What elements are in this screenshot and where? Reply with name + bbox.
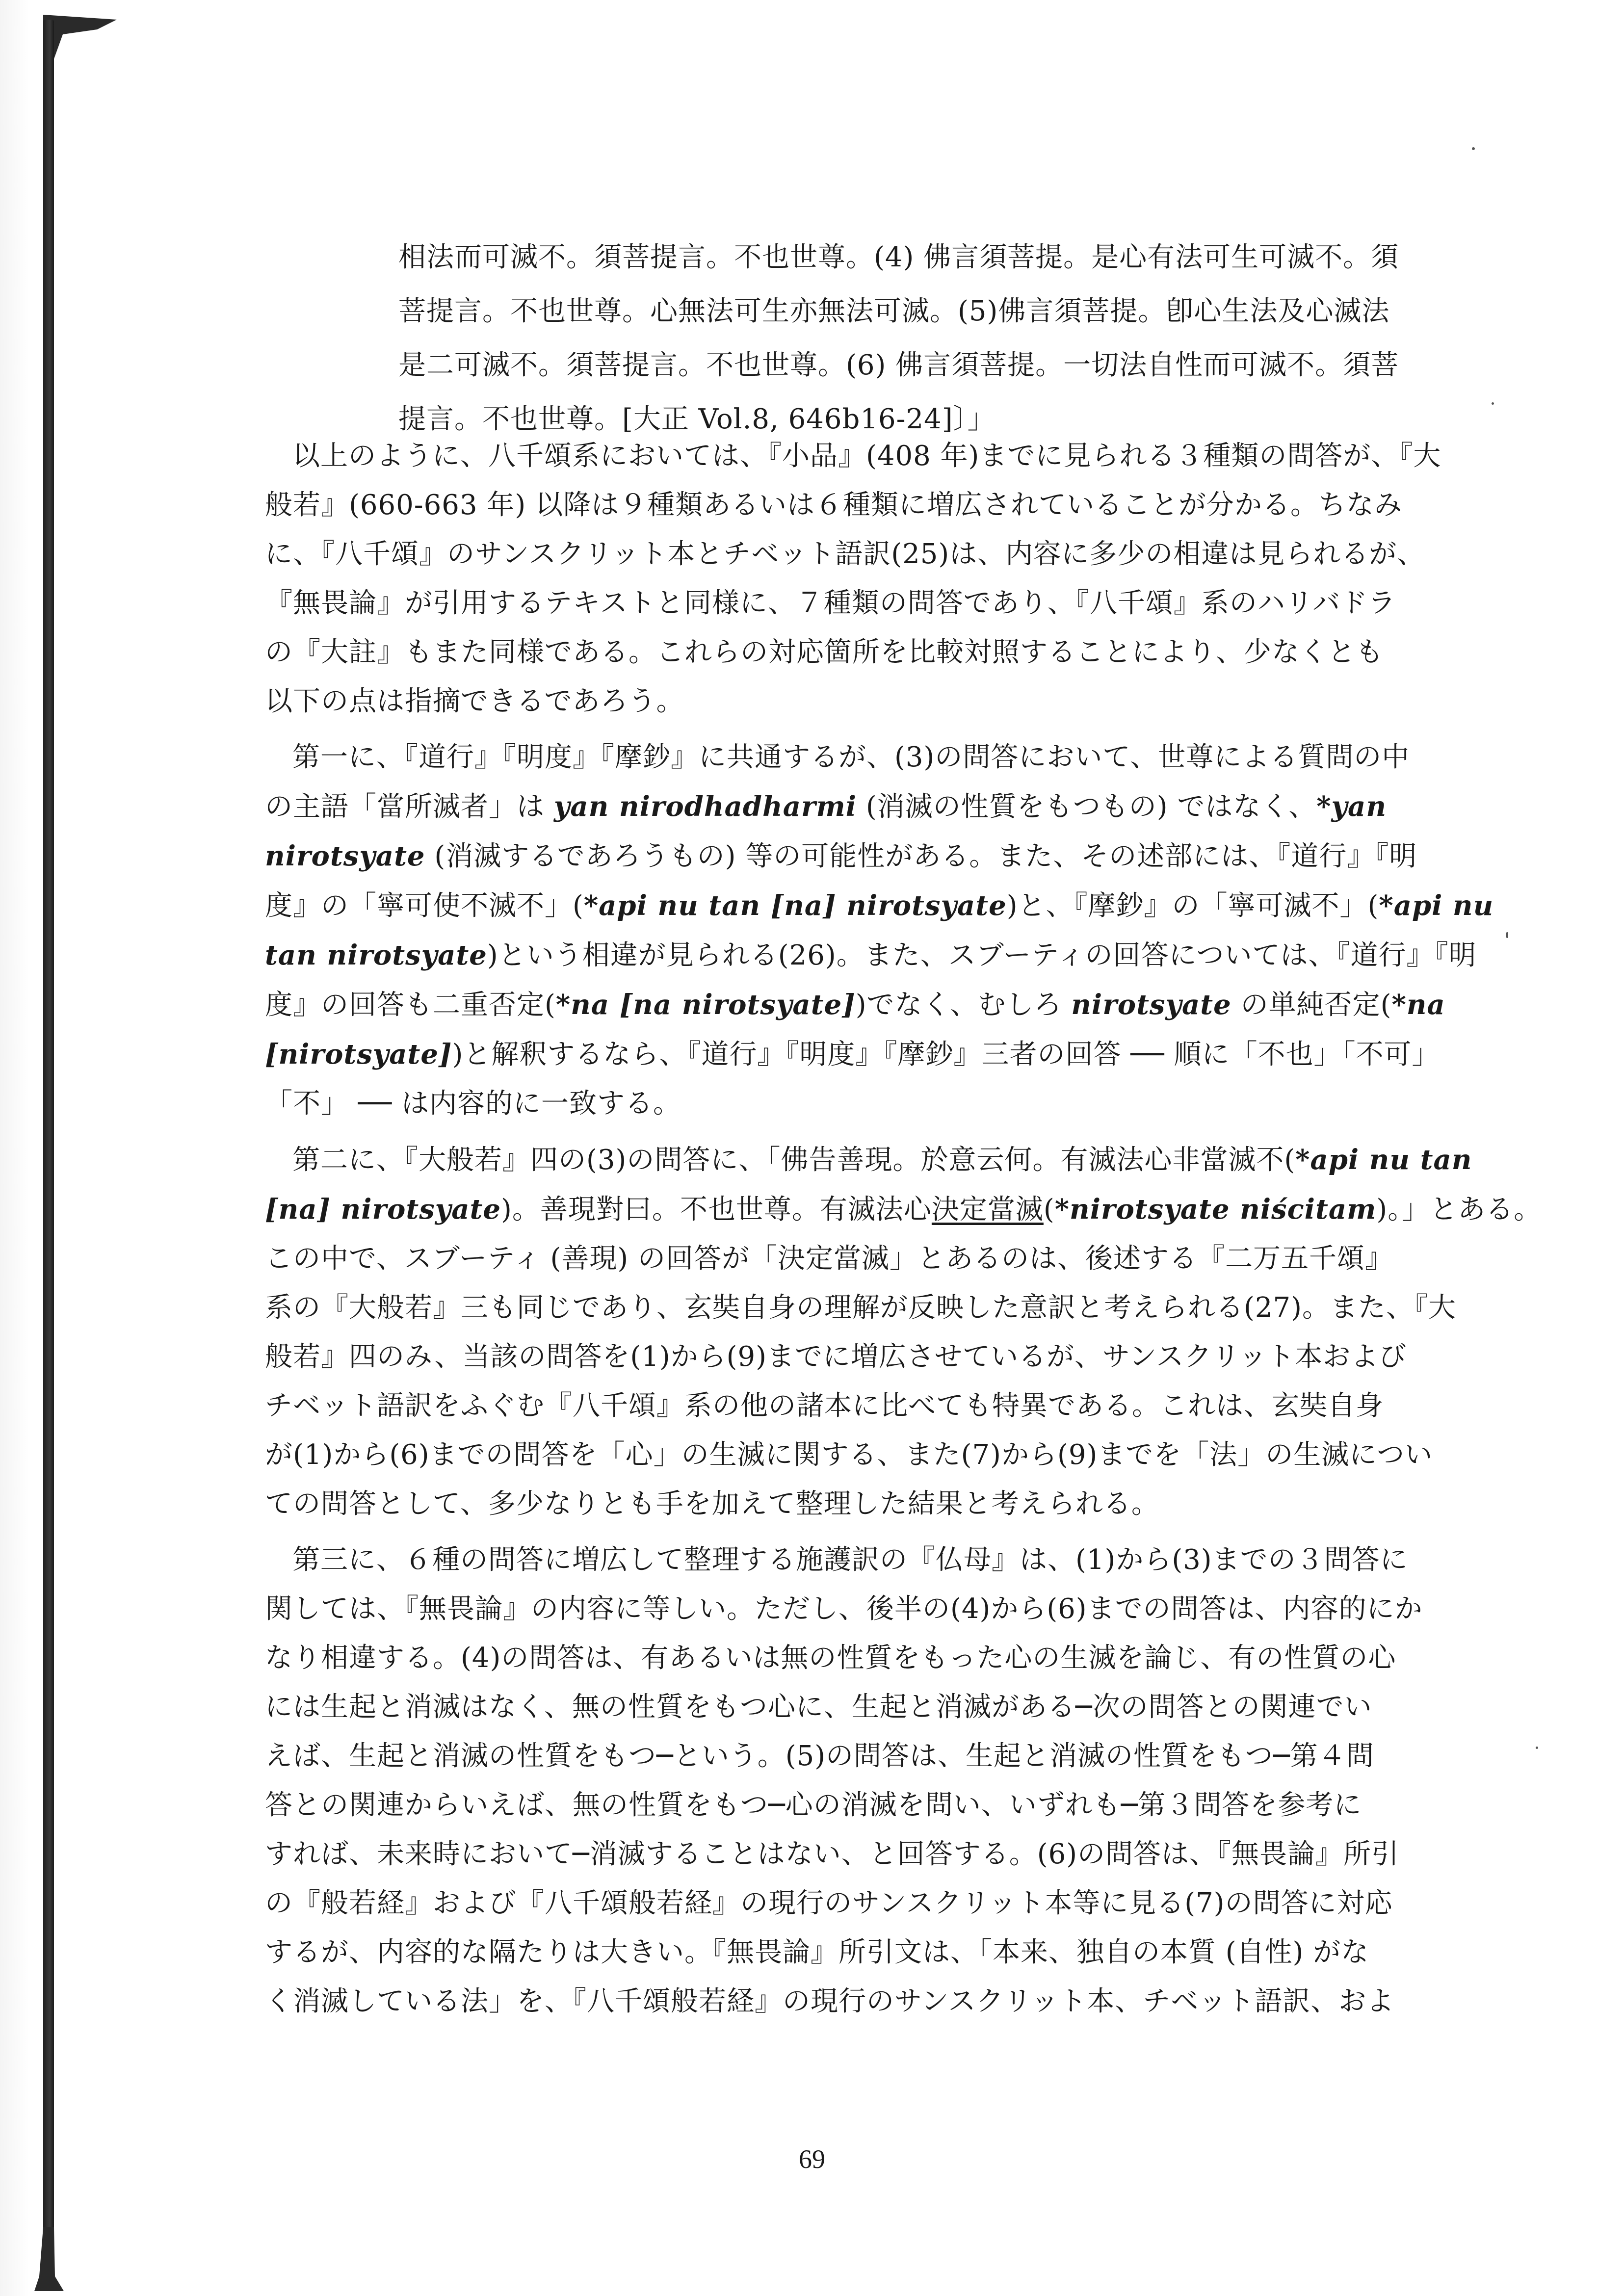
paragraph-line: なり相違する。(4)の問答は、有あるいは無の性質をもった心の生滅を論じ、有の性質の心: [265, 1642, 1396, 1674]
paragraph-line: 以下の点は指摘できるであろう。: [265, 685, 684, 717]
paragraph-line: すれば、未来時において─消滅することはない、と回答する。(6)の問答は、『無畏論』所引: [265, 1838, 1400, 1870]
paragraph-line: [nirotsyate])と解釈するなら、『道行』『明度』『摩鈔』三者の回答 ── 順に「不也」「不可」: [265, 1038, 1440, 1070]
sanskrit-term: *yan: [1316, 790, 1387, 823]
paragraph: [265, 432, 1441, 726]
paragraph: [265, 1536, 1423, 2026]
sanskrit-term: [na] nirotsyate: [265, 1193, 501, 1226]
paragraph-line: 般若』四のみ、当該の問答を(1)から(9)までに増広させているが、サンスクリット本および: [265, 1341, 1407, 1373]
paragraph-line: この中で、スブーティ (善現) の回答が「決定當滅」とあるのは、後述する『二万五千頌』: [265, 1243, 1393, 1275]
paragraph-line: 度』の回答も二重否定(*na [na nirotsyate])でなく、むしろ nirotsyate の単純否定(*na: [265, 989, 1445, 1021]
quote-line: 是二可滅不。須菩提言。不也世尊。(6) 佛言須菩提。一切法自性而可滅不。須菩: [398, 349, 1399, 381]
paragraph-line: えば、生起と消滅の性質をもつ─という。(5)の問答は、生起と消滅の性質をもつ─第４問: [265, 1740, 1374, 1772]
binding-foot-mark: [34, 2227, 64, 2291]
paragraph-line: 般若』(660-663 年) 以降は９種類あるいは６種類に増広されていることが分かる。ちなみ: [265, 489, 1402, 521]
paragraph-line: 関しては、『無畏論』の内容に等しい。ただし、後半の(4)から(6)までの問答は、内容的にか: [265, 1593, 1423, 1625]
underlined-term: 決定當滅: [931, 1194, 1044, 1226]
paragraph-line: 度』の「寧可使不滅不」(*api nu tan [na] nirotsyate)と、『摩鈔』の「寧可滅不」(*api nu: [265, 889, 1494, 922]
paragraph-line: チベット語訳をふぐむ『八千頌』系の他の諸本に比べても特異である。これは、玄奘自身: [265, 1390, 1384, 1422]
binding-clip-mark: [43, 15, 117, 59]
paragraph: [265, 1135, 1542, 1529]
paragraph-line: 『無畏論』が引用するテキストと同様に、７種類の問答であり、『八千頌』系のハリバドラ: [265, 587, 1396, 619]
sanskrit-term: nirotsyate: [265, 840, 425, 872]
quote-line: 相法而可滅不。須菩提言。不也世尊。(4) 佛言須菩提。是心有法可生可滅不。須: [398, 241, 1399, 273]
paragraph-line: 第一に、『道行』『明度』『摩鈔』に共通するが、(3)の問答において、世尊による質問の中: [292, 741, 1410, 773]
paragraph-line: が(1)から(6)までの問答を「心」の生滅に関する、また(7)から(9)までを「法」の生滅につい: [265, 1439, 1433, 1471]
paragraph-line: 「不」 ── は内容的に一致する。: [265, 1088, 681, 1120]
sanskrit-term: *api nu: [1379, 889, 1494, 922]
paragraph-line: 第二に、『大般若』四の(3)の問答に、「佛告善現。於意云何。有滅法心非當滅不(*api nu tan: [292, 1144, 1472, 1176]
sanskrit-term: *na: [1391, 989, 1445, 1021]
scan-speck: [1472, 147, 1475, 150]
paragraph-line: [na] nirotsyate)。善現對曰。不也世尊。有滅法心決定當滅(*nirotsyate niścitam)。」とある。: [265, 1193, 1542, 1226]
scan-speck: [1536, 1747, 1538, 1749]
binding-shadow: [0, 0, 47, 2296]
paragraph-line: 答との関連からいえば、無の性質をもつ─心の消滅を問い、いずれも─第３問答を参考に: [265, 1789, 1362, 1821]
paragraph-line: く消滅している法」を、『八千頌般若経』の現行のサンスクリット本、チベット語訳、およ: [265, 1985, 1395, 2017]
scan-speck: [1506, 932, 1508, 938]
paragraph-line: 以上のように、八千頌系においては、『小品』(408 年)までに見られる３種類の問答が、『大: [292, 440, 1441, 472]
paragraph-line: には生起と消滅はなく、無の性質をもつ心に、生起と消滅がある─次の問答との関連でい: [265, 1691, 1372, 1723]
sanskrit-term: yan nirodhadharmi: [553, 790, 857, 823]
sanskrit-term: *api nu tan: [1295, 1144, 1472, 1176]
paragraph-line: の主語「當所滅者」は yan nirodhadharmi (消滅の性質をもつもの) ではなく、*yan: [265, 790, 1387, 823]
binding-edge-line: [43, 20, 54, 2237]
sanskrit-term: *api nu tan [na] nirotsyate: [583, 889, 1007, 922]
body-text: [265, 432, 1542, 2033]
paragraph: [265, 733, 1494, 1128]
paragraph-line: 第三に、６種の問答に増広して整理する施護訳の『仏母』は、(1)から(3)までの３問答に: [292, 1544, 1408, 1576]
paragraph-line: の『大註』もまた同様である。これらの対応箇所を比較対照することにより、少なくとも: [265, 636, 1384, 668]
paragraph-line: の『般若経』および『八千頌般若経』の現行のサンスクリット本等に見る(7)の問答に対応: [265, 1887, 1393, 1919]
sanskrit-term: tan nirotsyate: [265, 939, 487, 971]
paragraph-line: に、『八千頌』のサンスクリット本とチベット語訳(25)は、内容に多少の相違は見られるが、: [265, 538, 1425, 570]
quote-line: 菩提言。不也世尊。心無法可生亦無法可滅。(5)佛言須菩提。卽心生法及心滅法: [398, 295, 1390, 327]
paragraph-line: tan nirotsyate)という相違が見られる(26)。また、スブーティの回答については、『道行』『明: [265, 939, 1477, 971]
sanskrit-term: [nirotsyate]: [265, 1038, 452, 1070]
paragraph-line: 系の『大般若』三も同じであり、玄奘自身の理解が反映した意訳と考えられる(27)。また、『大: [265, 1292, 1456, 1324]
scan-speck: [1492, 402, 1494, 405]
sanskrit-term: *nirotsyate niścitam: [1054, 1193, 1377, 1226]
quotation-block: [398, 231, 1419, 446]
paragraph-line: ての問答として、多少なりとも手を加えて整理した結果と考えられる。: [265, 1488, 1159, 1520]
paragraph-line: するが、内容的な隔たりは大きい。『無畏論』所引文は、「本来、独自の本質 (自性) がな: [265, 1936, 1369, 1968]
sanskrit-term: *na [na nirotsyate]: [555, 989, 856, 1021]
paragraph-line: nirotsyate (消滅するであろうもの) 等の可能性がある。また、その述部には、『道行』『明: [265, 840, 1417, 872]
page-number: 69: [799, 2144, 825, 2174]
sanskrit-term: nirotsyate: [1071, 989, 1231, 1021]
quote-line: 提言。不也世尊。[大正 Vol.8, 646b16-24]〕」: [398, 403, 995, 435]
